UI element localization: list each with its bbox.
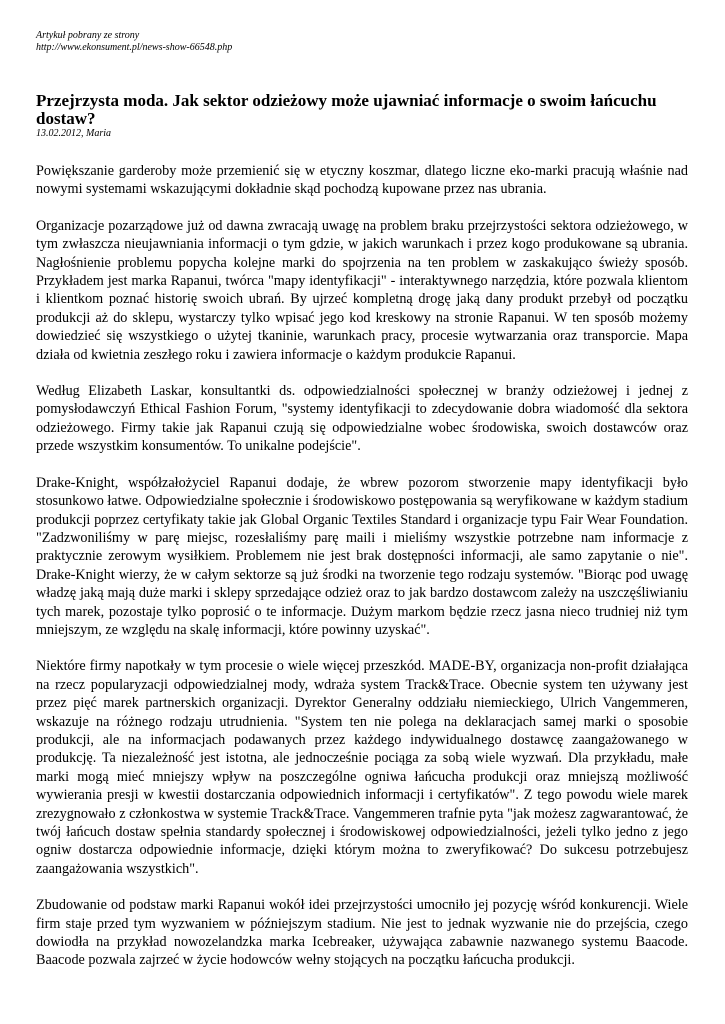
paragraph-5: Niektóre firmy napotkały w tym procesie o wiele więcej przeszkód. MADE-BY, organizacja non-profit działająca na rzecz popularyzacji odpowiedzialnej mody, wdraża system Track&Trace. Obecnie system ten używany jest przez pięć marek partnerskich organizacji. Dyrektor Generalny oddziału niemieckiego, Ulrich Vangemmeren, wskazuje na różnego rodzaju utrudnienia. "System ten nie polega na deklaracjach samej marki o sposobie produkcji, ale na informacjach podawanych przez każdego indywidualnego dostawcę zaangażowanego w produkcję. Ta niezależność jest istotna, ale jednocześnie pociąga za sobą wiele wyzwań. Dla przykładu, małe marki mogą mieć mniejszy wpływ na poszczególne ogniwa łańcucha produkcji oraz mniejszą możliwość wywierania presji w kwestii dostarczania odpowiednich informacji i certyfikatów". Z tego powodu wiele marek zrezygnowało z członkostwa w systemie Track&Trace. Vangemmeren trafnie pyta "jak możesz zagwarantować, że twój łańcuch dostaw spełnia standardy społecznej i środowiskowej odpowiedzialności, jeżeli tylko jedno z jego ogniw dostarcza odpowiednie informacje, dzięki którym można to zweryfikować? Do sukcesu potrzebujesz zaangażowania wszystkich". [36, 658, 688, 877]
paragraph-1: Powiększanie garderoby może przemienić się w etyczny koszmar, dlatego liczne eko-marki pracują właśnie nad nowymi systemami wskazującymi dokładnie skąd pochodzą kupowane przez nas ubrania. [36, 163, 688, 198]
paragraph-2: Organizacje pozarządowe już od dawna zwracają uwagę na problem braku przejrzystości sektora odzieżowego, w tym zwłaszcza nieujawniania informacji o tym gdzie, w jakich warunkach i przez kogo produkowane są ubrania. Nagłośnienie problemu popycha kolejne marki do spojrzenia na ten problem w zaskakująco świeży sposób. Przykładem jest marka Rapanui, twórca "mapy identyfikacji" - interaktywnego narzędzia, które pozwala klientom i klientkom poznać historię swoich ubrań. By ujrzeć kompletną drogę jaką dany produkt przebył od początku produkcji aż do sklepu, wystarczy tylko wpisać jego kod kreskowy na stronie Rapanui. W ten sposób możemy dowiedzieć się wszystkiego o użytej tkaninie, warunkach pracy, procesie wytwarzania oraz transporcie. Mapa działa od kwietnia zeszłego roku i zawiera informacje o każdym produkcie Rapanui. [36, 217, 688, 363]
article-date-author: 13.02.2012, Maria [36, 128, 111, 139]
paragraph-4: Drake-Knight, współzałożyciel Rapanui dodaje, że wbrew pozorom stworzenie mapy identyfikacji było stosunkowo łatwe. Odpowiedzialne społecznie i środowiskowo postępowania są weryfikowane w każdym stadium produkcji poprzez certyfikaty takie jak Global Organic Textiles Standard i organizacje typu Fair Wear Foundation. "Zadzwoniliśmy w parę miejsc, rozesłaliśmy parę maili i mieliśmy wszystkie potrzebne nam informacje z praktycznie zerowym wysiłkiem. Problemem nie jest brak dostępności informacji, ale samo zapytanie o nie". Drake-Knight wierzy, że w całym sektorze są już środki na tworzenie tego rodzaju systemów. "Biorąc pod uwagę władzę jaką mają duże marki i sklepy sprzedające odzież oraz to jak bardzo dostawcom zależy na uszczęśliwianiu tych marek, pozostaje tylko poprosić o te informacje. Dużym markom będzie rzecz jasna nieco trudniej niż tym mniejszym, ze względu na skalę informacji, które powinny uzyskać". [36, 474, 688, 638]
source-url: http://www.ekonsument.pl/news-show-66548.php [36, 42, 233, 53]
paragraph-6: Zbudowanie od podstaw marki Rapanui wokół idei przejrzystości umocniło jej pozycję wśród konkurencji. Wiele firm staje przed tym wyzwaniem w późniejszym stadium. Nie jest to jednak wyzwanie nie do przejścia, czego dowiodła na przykład nowozelandzka marka Icebreaker, używająca zabawnie nazwanego systemu Baacode. Baacode pozwala zajrzeć w życie hodowców wełny stojących na początku łańcucha produkcji. [36, 897, 688, 969]
document-page [36, 30, 688, 970]
source-label: Artykuł pobrany ze strony [36, 30, 140, 41]
article-title: Przejrzysta moda. Jak sektor odzieżowy może ujawniać informacje o swoim łańcuchu dostaw? [36, 91, 657, 128]
paragraph-3: Według Elizabeth Laskar, konsultantki ds. odpowiedzialności społecznej w branży odzieżowej i jednej z pomysłodawczyń Ethical Fashion Forum, "systemy identyfikacji to zdecydowanie dobra wiadomość dla sektora odzieżowego. Firmy takie jak Rapanui czują się odpowiedzialne wobec środowiska, swoich dostawców oraz przede wszystkim konsumentów. To unikalne podejście". [36, 383, 688, 455]
